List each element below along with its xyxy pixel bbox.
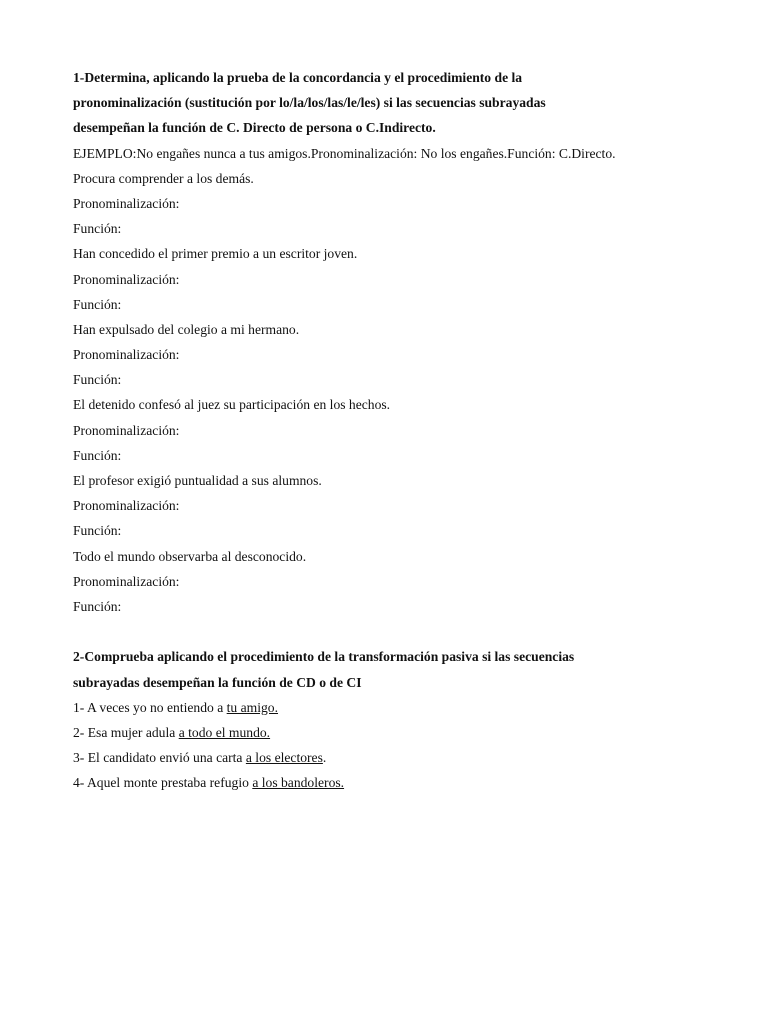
function-label: Función:	[73, 598, 122, 614]
exercise-2-item-2	[73, 720, 713, 745]
exercise-2-item-1	[73, 695, 713, 720]
function-label: Función:	[73, 296, 122, 312]
section-2	[73, 644, 713, 795]
function-label: Función:	[73, 523, 122, 539]
function-label: Función:	[73, 447, 122, 463]
exercise-sentence: El profesor exigió puntualidad a sus alumnos.	[73, 473, 322, 488]
exercise-item-1	[73, 166, 713, 242]
section-spacer	[73, 619, 713, 644]
example-line: EJEMPLO:No engañes nunca a tus amigos.Pronominalización: No los engañes.Función: C.Directo.	[73, 145, 616, 161]
exercise-item-3	[73, 317, 713, 393]
section-1	[73, 65, 713, 619]
pronominalization-label: Pronominalización:	[73, 422, 180, 438]
exercise-sentence: Han concedido el primer premio a un escritor joven.	[73, 246, 358, 262]
section-2-title-line-1: 2-Comprueba aplicando el procedimiento de la transformación pasiva si las secuencias	[73, 649, 575, 665]
item-text: 3- El candidato envió una carta	[73, 750, 246, 766]
exercise-sentence: El detenido confesó al juez su participación en los hechos.	[73, 397, 391, 413]
exercise-2-item-4	[73, 770, 713, 795]
section-1-title-line-3: desempeñan la función de C. Directo de persona o C.Indirecto.	[73, 120, 436, 136]
pronominalization-label: Pronominalización:	[73, 347, 180, 363]
item-text: 4- Aquel monte prestaba refugio	[73, 775, 253, 791]
section-1-title-line-1: 1-Determina, aplicando la prueba de la concordancia y el procedimiento de la	[73, 70, 523, 85]
exercise-item-5	[73, 468, 713, 544]
exercise-2-item-3	[73, 745, 713, 770]
function-label: Función:	[73, 221, 122, 237]
pronominalization-label: Pronominalización:	[73, 498, 180, 514]
underlined-sequence: a los bandoleros.	[252, 775, 345, 791]
underlined-sequence: tu amigo.	[226, 699, 279, 715]
item-text: 1- A veces yo no entiendo a	[73, 699, 227, 715]
section-1-title-line-2: pronominalización (sustitución por lo/la/los/las/le/les) si las secuencias subrayadas	[73, 95, 546, 111]
document-page	[73, 65, 713, 795]
pronominalization-label: Pronominalización:	[73, 573, 180, 589]
exercise-item-6	[73, 544, 713, 620]
item-text: 2- Esa mujer adula	[73, 724, 179, 740]
underlined-sequence: a todo el mundo.	[178, 724, 271, 740]
underlined-sequence: a los electores	[245, 750, 323, 766]
exercise-sentence: Han expulsado del colegio a mi hermano.	[73, 321, 300, 337]
pronominalization-label: Pronominalización:	[73, 271, 180, 287]
exercise-sentence: Todo el mundo observarba al desconocido.	[73, 548, 307, 564]
item-suffix: .	[322, 750, 327, 766]
section-2-title-line-2: subrayadas desempeñan la función de CD o de CI	[73, 674, 362, 690]
exercise-item-2	[73, 241, 713, 317]
pronominalization-label: Pronominalización:	[73, 195, 180, 211]
exercise-sentence: Procura comprender a los demás.	[73, 170, 254, 186]
exercise-item-4	[73, 392, 713, 468]
function-label: Función:	[73, 372, 122, 388]
